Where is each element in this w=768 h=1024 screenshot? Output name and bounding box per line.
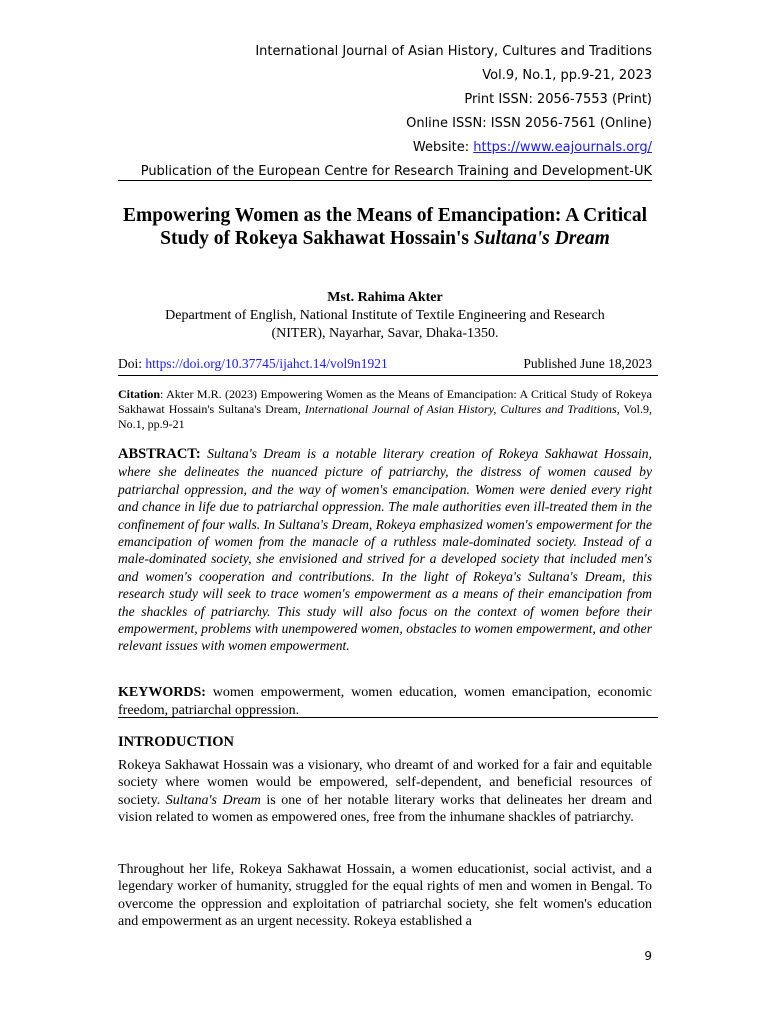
website-label: Website:: [412, 140, 474, 155]
citation-journal: International Journal of Asian History, Cultures and Traditions,: [304, 402, 620, 416]
doi-divider: [118, 375, 658, 376]
doi-label: Doi:: [118, 356, 146, 371]
published-date: Published June 18,2023: [523, 356, 652, 371]
abstract-label: ABSTRACT:: [118, 446, 201, 462]
citation-volume: Vol.9, No.1, pp.9-21: [118, 402, 652, 431]
author-affiliation-line-1: Department of English, National Institute of Textile Engineering and Research: [165, 308, 605, 323]
doi-line: [118, 355, 388, 373]
doi-link[interactable]: https://doi.org/10.37745/ijahct.14/vol9n1921: [145, 356, 388, 371]
intro-p1-text-b: is one of her notable literary works that delineates her dream and vision related to women as empowered ones, free from the inhumane shackles of patriarchy.: [118, 792, 652, 826]
author-name: Mst. Rahima Akter: [327, 290, 443, 305]
header-divider: [118, 180, 652, 181]
keywords-label: KEYWORDS:: [118, 685, 206, 700]
keywords-block: [118, 684, 652, 719]
introduction-heading: INTRODUCTION: [118, 734, 235, 750]
title-italic: Sultana's Dream: [473, 228, 610, 249]
author-affiliation-line-2: (NITER), Nayarhar, Savar, Dhaka-1350.: [271, 326, 499, 341]
introduction-paragraph-1: [118, 757, 652, 827]
paper-title: [118, 204, 652, 250]
author-block: [118, 289, 652, 343]
keywords-divider: [118, 717, 658, 718]
abstract-text: Sultana's Dream is a notable literary creation of Rokeya Sakhawat Hossain, where she delineates the nuanced picture of patriarchy, the distress of women caused by patriarchal oppression, and the way of women's emancipation. Women were denied every right and chance in life due to patriarchal oppression. The male authorities even ill-treated them in the confinement of four walls. In Sultana's Dream, Rokeya emphasized women's empowerment for the emancipation of women from the manacle of a ruthless male-dominated society. Instead of a male-dominated society, she envisioned and strived for a developed society that included men's and women's cooperation and contributions. In the light of Rokeya's Sultana's Dream, this research study will seek to trace women's empowerment as a means of their emancipation from the shackles of patriarchy. This study will also focus on the context of women before their empowerment, problems with unempowered women, obstacles to women empowerment, and other relevant issues with women empowerment.: [118, 446, 653, 654]
volume-info: Vol.9, No.1, pp.9-21, 2023: [482, 68, 652, 83]
citation-block: [118, 387, 652, 432]
intro-p1-italic: Sultana's Dream: [165, 792, 261, 808]
introduction-paragraph-2: Throughout her life, Rokeya Sakhawat Hossain, a women educationist, social activist, and a legendary worker of humanity, struggled for the equal rights of men and women in Bengal. To overcome the oppression and exploitation of patriarchal society, she felt women's education and empowerment as an urgent necessity. Rokeya established a: [118, 862, 652, 930]
journal-name: International Journal of Asian History, Cultures and Traditions: [255, 44, 652, 59]
intro-p1-text-a: Rokeya Sakhawat Hossain was a visionary, who dreamt of and worked for a fair and equitable society where women would be empowered, self-dependent, and beneficial resources of society.: [118, 758, 652, 808]
page-number: 9: [644, 949, 652, 963]
keywords-text: women empowerment, women education, women emancipation, economic freedom, patriarchal oppression.: [118, 685, 652, 718]
citation-text: : Akter M.R. (2023) Empowering Women as the Means of Emancipation: A Critical Study of Rokeya Sakhawat Hossain's Sultana's Dream,: [118, 387, 652, 416]
citation-label: Citation: [118, 387, 160, 401]
online-issn: Online ISSN: ISSN 2056-7561 (Online): [406, 116, 652, 131]
website-link[interactable]: https://www.eajournals.org/: [473, 140, 652, 155]
title-main: Empowering Women as the Means of Emancipation: A Critical Study of Rokeya Sakhawat Hossain's: [123, 205, 647, 249]
website-line: [118, 136, 652, 160]
journal-header: [118, 40, 652, 184]
publisher-line: Publication of the European Centre for Research Training and Development-UK: [140, 164, 652, 179]
abstract-block: [118, 445, 652, 655]
print-issn: Print ISSN: 2056-7553 (Print): [464, 92, 652, 107]
